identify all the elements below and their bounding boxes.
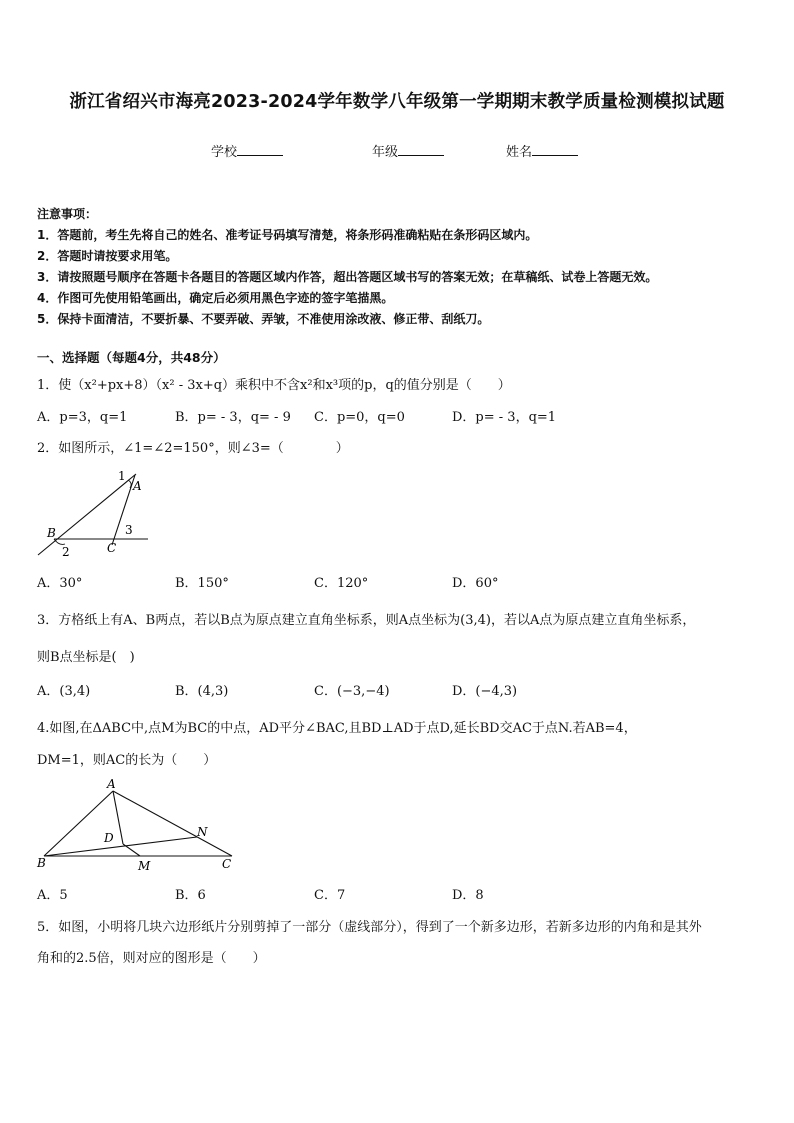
exam-title: 浙江省绍兴市海亮2023-2024学年数学八年级第一学期期末教学质量检测模拟试题 bbox=[69, 92, 725, 112]
name-blank[interactable] bbox=[532, 143, 578, 156]
student-info-fields bbox=[0, 141, 794, 161]
label-c: C bbox=[222, 857, 232, 871]
line-ab bbox=[44, 791, 113, 856]
label-c: C bbox=[107, 541, 117, 555]
label-1: 1 bbox=[118, 469, 126, 483]
question-4-stem-line2: DM=1，则AC的长为（ ） bbox=[37, 753, 217, 768]
grade-label: 年级 bbox=[372, 145, 399, 160]
q1-option-a[interactable]: A．p=3，q=1 bbox=[37, 410, 128, 425]
grade-blank[interactable] bbox=[398, 143, 444, 156]
q2-option-a[interactable]: A．30° bbox=[37, 576, 83, 591]
q3-option-b[interactable]: B．(4,3) bbox=[175, 684, 229, 699]
q1-option-d[interactable]: D．p= - 3，q=1 bbox=[452, 410, 557, 425]
school-label: 学校 bbox=[211, 145, 238, 160]
question-1-stem: 1．使（x²+px+8）（x² - 3x+q）乘积中不含x²和x³项的p，q的值分别是（ ） bbox=[37, 378, 511, 393]
q3-option-d[interactable]: D．(−4,3) bbox=[452, 684, 518, 699]
school-blank[interactable] bbox=[237, 143, 283, 156]
label-n: N bbox=[197, 825, 208, 839]
label-a: A bbox=[107, 777, 116, 791]
question-3-options bbox=[37, 680, 757, 700]
note-item: 2．答题时请按要求用笔。 bbox=[37, 249, 178, 263]
q2-option-b[interactable]: B．150° bbox=[175, 576, 229, 591]
question-4-stem-line1: 4.如图,在ΔABC中,点M为BC的中点，AD平分∠BAC,且BD⊥AD于点D,延长BD交AC于点N.若AB=4， bbox=[37, 721, 637, 736]
q4-option-b[interactable]: B．6 bbox=[175, 888, 206, 903]
name-field[interactable] bbox=[506, 141, 578, 160]
question-2-stem: 2．如图所示，∠1=∠2=150°，则∠3=（ ） bbox=[37, 441, 349, 456]
line-ba bbox=[38, 474, 136, 555]
question-5-stem-line1: 5．如图，小明将几块六边形纸片分别剪掉了一部分（虚线部分），得到了一个新多边形，若新多边形的内角和是其外 bbox=[37, 920, 702, 935]
question-3-stem-line2: 则B点坐标是( ) bbox=[37, 650, 135, 665]
line-bn bbox=[44, 837, 197, 856]
question-2-figure bbox=[34, 462, 154, 562]
note-item: 5．保持卡面清洁，不要折暴、不要弄破、弄皱，不准使用涂改液、修正带、刮纸刀。 bbox=[37, 312, 490, 326]
q2-option-c[interactable]: C．120° bbox=[314, 576, 369, 591]
name-label: 姓名 bbox=[506, 145, 533, 160]
note-item: 3．请按照题号顺序在答题卡各题目的答题区域内作答，超出答题区域书写的答案无效；在草稿纸、试卷上答题无效。 bbox=[37, 270, 658, 284]
question-4-options bbox=[37, 884, 757, 904]
q1-option-b[interactable]: B．p= - 3，q= - 9 bbox=[175, 410, 291, 425]
label-a: A bbox=[133, 479, 142, 493]
label-m: M bbox=[138, 859, 151, 873]
q4-option-a[interactable]: A．5 bbox=[37, 888, 68, 903]
line-dm bbox=[123, 844, 140, 856]
angle-1-arc bbox=[128, 480, 131, 488]
notes-heading: 注意事项： bbox=[37, 207, 98, 221]
label-b: B bbox=[37, 856, 46, 870]
notes-block bbox=[37, 204, 657, 330]
question-2-options bbox=[37, 572, 757, 592]
question-1-options bbox=[37, 406, 757, 426]
question-3-stem-line1: 3．方格纸上有A、B两点，若以B点为原点建立直角坐标系，则A点坐标为(3,4)，若以A点为原点建立直角坐标系， bbox=[37, 613, 696, 628]
school-field[interactable] bbox=[211, 141, 283, 160]
section-heading: 一、选择题（每题4分，共48分） bbox=[37, 350, 226, 365]
label-d: D bbox=[104, 831, 114, 845]
line-ac bbox=[113, 791, 232, 856]
label-2: 2 bbox=[62, 545, 70, 559]
line-ad bbox=[113, 791, 123, 844]
question-5-stem-line2: 角和的2.5倍，则对应的图形是（ ） bbox=[37, 951, 266, 966]
q2-option-d[interactable]: D．60° bbox=[452, 576, 499, 591]
q3-option-a[interactable]: A．(3,4) bbox=[37, 684, 91, 699]
grade-field[interactable] bbox=[372, 141, 444, 160]
question-4-figure bbox=[34, 774, 244, 874]
label-3: 3 bbox=[125, 523, 133, 537]
q3-option-c[interactable]: C．(−3,−4) bbox=[314, 684, 390, 699]
q1-option-c[interactable]: C．p=0，q=0 bbox=[314, 410, 405, 425]
note-item: 1．答题前，考生先将自己的姓名、准考证号码填写清楚，将条形码准确粘贴在条形码区域内。 bbox=[37, 228, 538, 242]
label-b: B bbox=[47, 526, 56, 540]
q4-option-d[interactable]: D．8 bbox=[452, 888, 484, 903]
q4-option-c[interactable]: C．7 bbox=[314, 888, 346, 903]
note-item: 4．作图可先使用铅笔画出，确定后必须用黑色字迹的签字笔描黑。 bbox=[37, 291, 394, 305]
